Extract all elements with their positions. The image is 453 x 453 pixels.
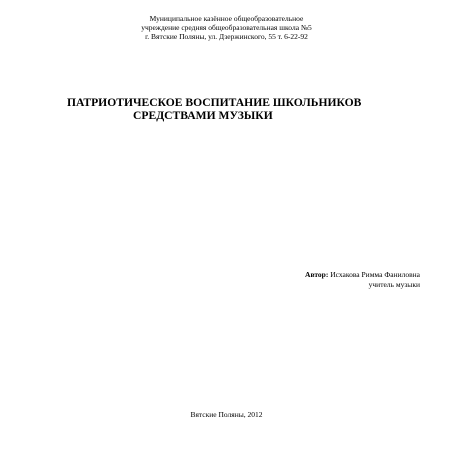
author-name: Исхакова Римма Фаниловна (330, 270, 420, 279)
author-label: Автор: (305, 270, 329, 279)
title-line-2: СРЕДСТВАМИ МУЗЫКИ (133, 108, 273, 122)
title-line-1: ПАТРИОТИЧЕСКОЕ ВОСПИТАНИЕ ШКОЛЬНИКОВ (67, 96, 362, 109)
author-row (305, 270, 420, 280)
header-line-1: Муниципальное казённое общеобразовательное (149, 14, 304, 23)
author-role: учитель музыки (368, 279, 420, 289)
school-header (0, 14, 453, 41)
header-line-2: учреждение средняя общеобразовательная школа №5 (141, 23, 312, 32)
author-block (305, 270, 420, 289)
document-title (0, 97, 453, 122)
header-line-3: г. Вятские Поляны, ул. Дзержинского, 55 т. 6-22-92 (145, 32, 308, 41)
place-year: Вятские Поляны, 2012 (190, 410, 263, 419)
